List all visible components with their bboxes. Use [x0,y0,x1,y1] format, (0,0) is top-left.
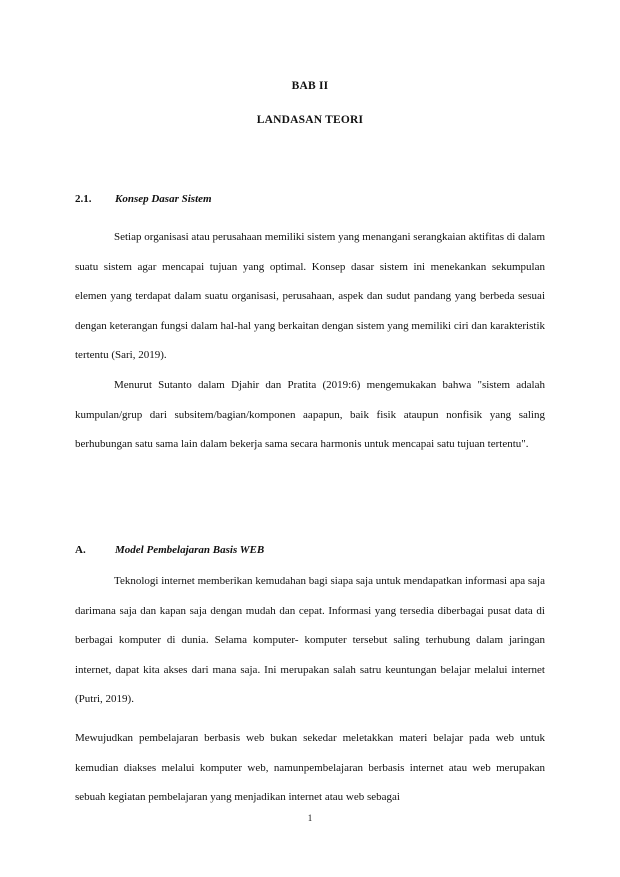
chapter-title: LANDASAN TEORI [256,114,364,126]
chapter-number: BAB II [291,80,329,92]
section-heading-a [75,544,264,556]
paragraph: Teknologi internet memberikan kemudahan bagi siapa saja untuk mendapatkan informasi apa saja darimana saja dan kapan saja dengan mudah dan cepat. Informasi yang tersedia diberbagai pusat data di berbagai komputer di dunia. Selama komputer- komputer tersebut saling terhubung dalam jaringan internet, dapat kita akses dari mana saja. Ini merupakan salah satru keuntungan belajar melalui internet (Putri, 2019). [75,575,545,705]
section-title: Konsep Dasar Sistem [115,193,212,205]
paragraph: Menurut Sutanto dalam Djahir dan Pratita (2019:6) mengemukakan bahwa "sistem adalah kumpulan/grup dari subsitem/bagian/komponen aapapun, baik fisik ataupun nonfisik yang saling berhubungan satu sama lain dalam bekerja sama secara harmonis untuk mencapai satu tujuan tertentu". [75,379,545,450]
section-title: Model Pembelajaran Basis WEB [115,544,265,556]
section-number: 2.1. [75,193,92,205]
section-number: A. [75,544,86,556]
paragraph: Setiap organisasi atau perusahaan memiliki sistem yang menangani serangkaian aktifitas di dalam suatu sistem agar mencapai tujuan yang optimal. Konsep dasar sistem ini menekankan sekumpulan elemen yang terdapat dalam suatu organisasi, perusahaan, aspek dan sudut pandang yang berbeda sesuai dengan keterangan fungsi dalam hal-hal yang berkaitan dengan sistem yang memiliki ciri dan karakteristik tertentu (Sari, 2019). [75,231,545,361]
page-number: 1 [307,813,313,823]
paragraph: Mewujudkan pembelajaran berbasis web bukan sekedar meletakkan materi belajar pada web untuk kemudian diakses melalui komputer web, namunpembelajaran berbasis internet atau web merupakan sebuah kegiatan pembelajaran yang menjadikan internet atau web sebagai [75,732,545,803]
section-heading-2-1 [75,193,212,205]
